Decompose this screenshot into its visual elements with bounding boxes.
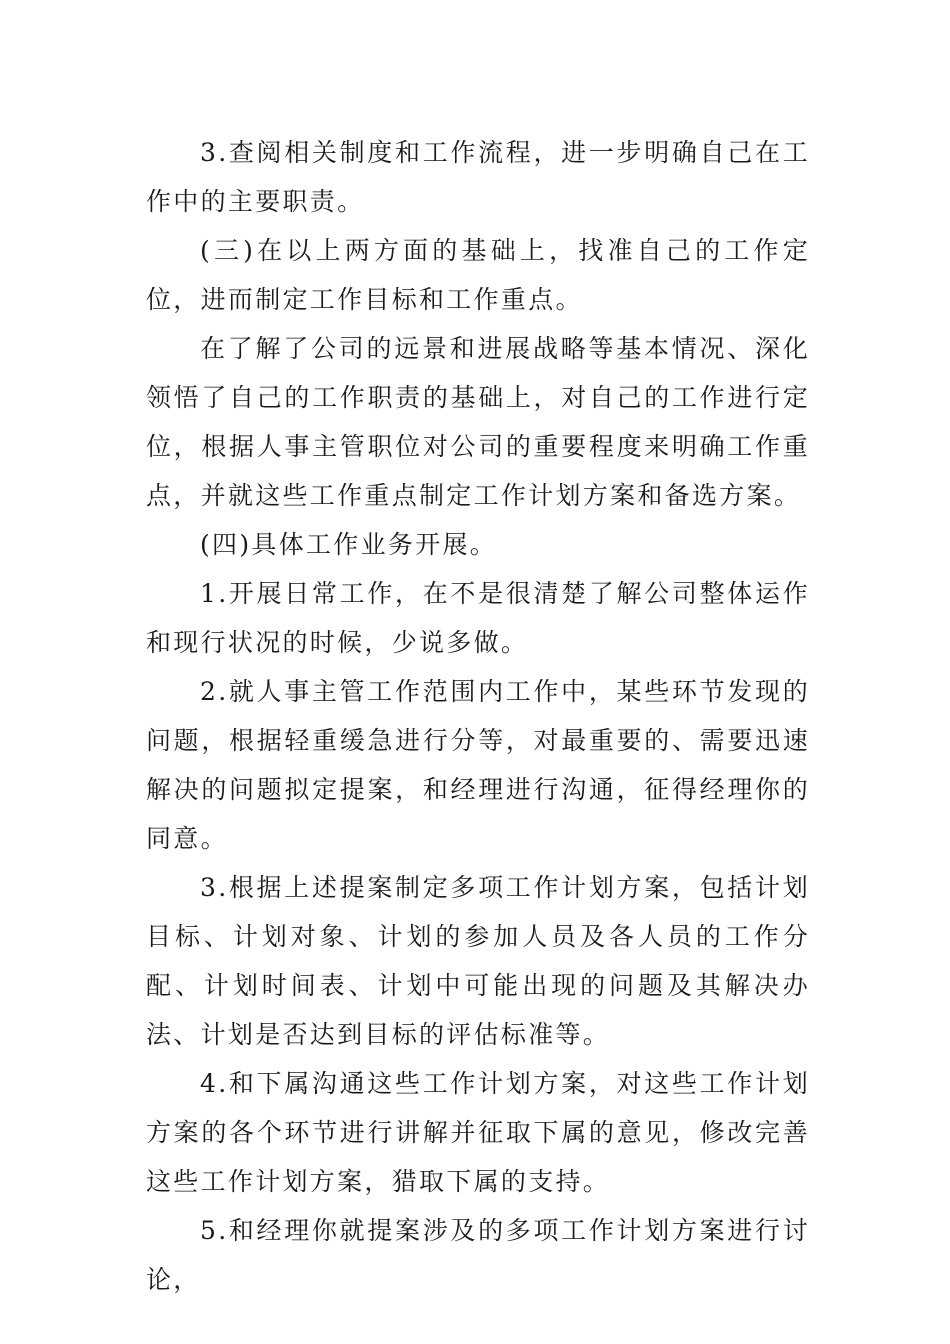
paragraph-positioning: 在了解了公司的远景和进展战略等基本情况、深化领悟了自己的工作职责的基础上，对自己的工作进行定位，根据人事主管职位对公司的重要程度来明确工作重点，并就这些工作重点制定工作计划方案和备选方案。 xyxy=(146,334,810,510)
paragraph-section-3: (三)在以上两方面的基础上，找准自己的工作定位，进而制定工作目标和工作重点。 xyxy=(146,236,810,314)
paragraph-item-4: 4.和下属沟通这些工作计划方案，对这些工作计划方案的各个环节进行讲解并征取下属的意见，修改完善这些工作计划方案，猎取下属的支持。 xyxy=(146,1069,810,1196)
paragraph-item-2: 2.就人事主管工作范围内工作中，某些环节发现的问题，根据轻重缓急进行分等，对最重要的、需要迅速解决的问题拟定提案，和经理进行沟通，征得经理你的同意。 xyxy=(146,677,810,853)
paragraph-item-3-duties: 3.查阅相关制度和工作流程，进一步明确自己在工作中的主要职责。 xyxy=(146,138,810,216)
paragraph-section-4: (四)具体工作业务开展。 xyxy=(200,530,498,559)
document-body xyxy=(146,128,810,1304)
paragraph-item-3-plans: 3.根据上述提案制定多项工作计划方案，包括计划目标、计划对象、计划的参加人员及各人员的工作分配、计划时间表、计划中可能出现的问题及其解决办法、计划是否达到目标的评估标准等。 xyxy=(146,873,810,1049)
paragraph-item-5: 5.和经理你就提案涉及的多项工作计划方案进行讨论， xyxy=(146,1216,810,1294)
paragraph-item-1: 1.开展日常工作，在不是很清楚了解公司整体运作和现行状况的时候，少说多做。 xyxy=(146,579,810,657)
